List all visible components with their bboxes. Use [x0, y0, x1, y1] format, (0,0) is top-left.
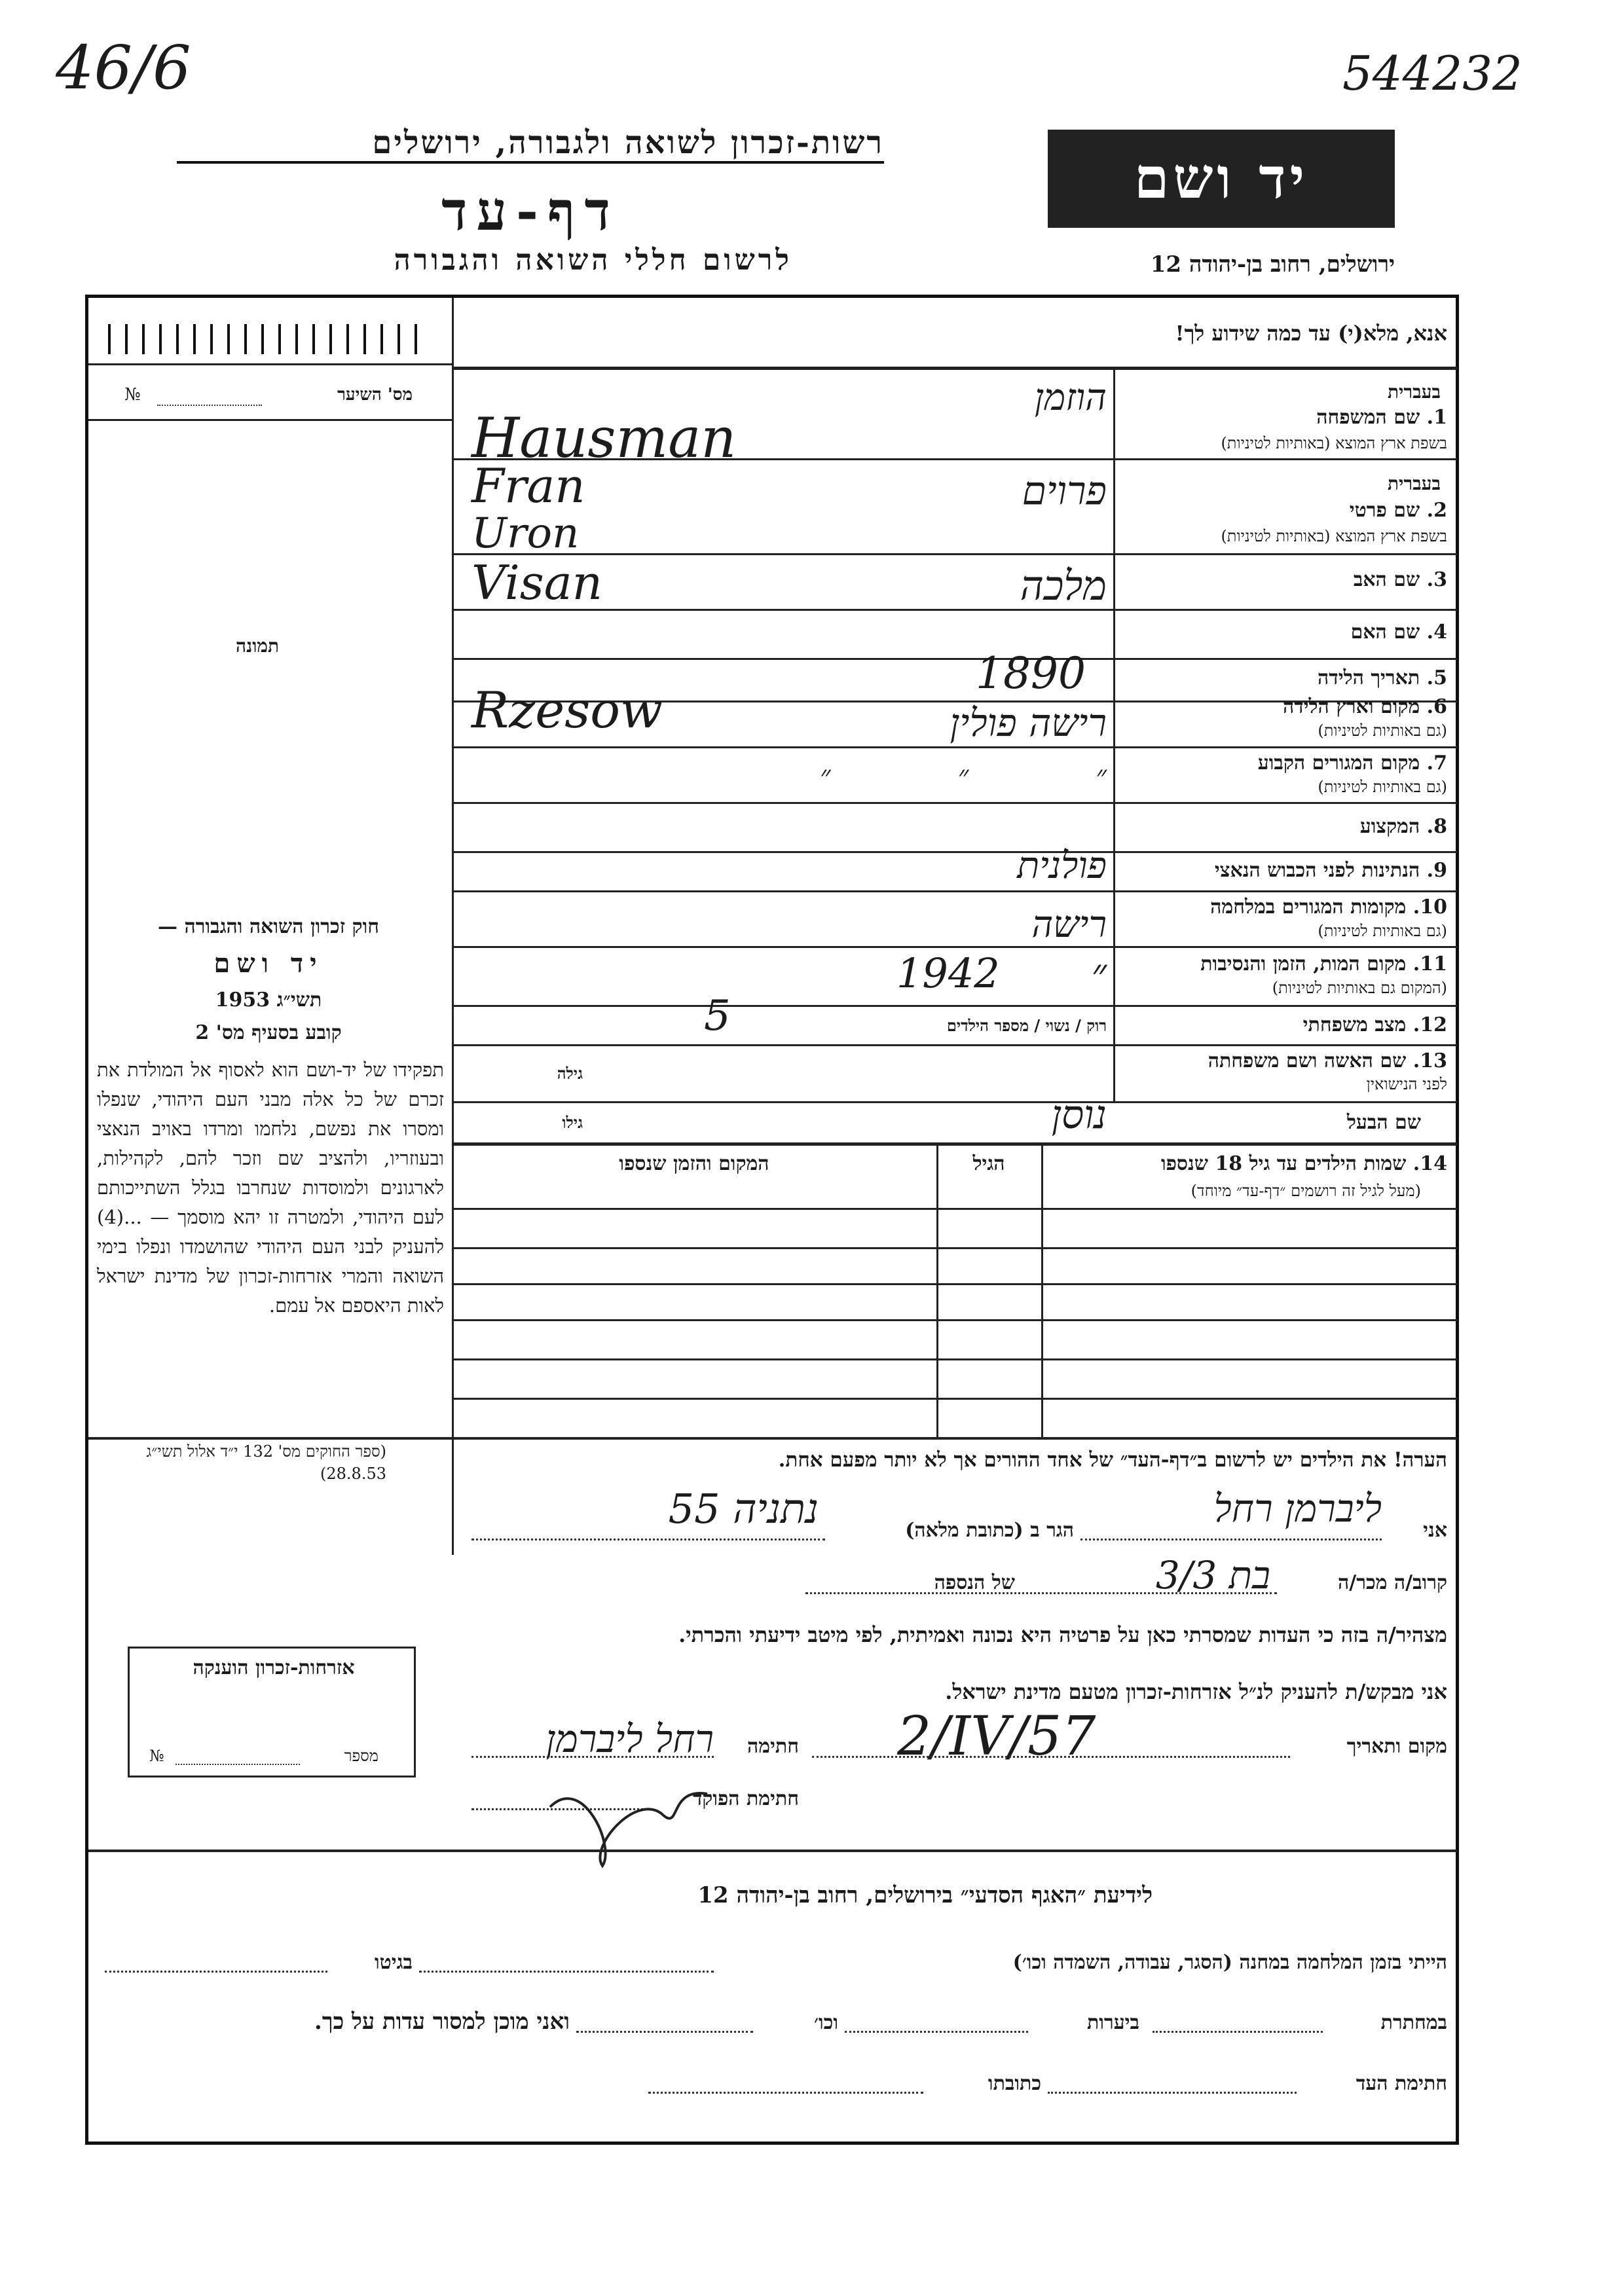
row-line — [452, 802, 1457, 804]
declarant-signature[interactable]: רחל ליברמן — [545, 1717, 714, 1761]
declarant-of-label: של הנספה — [934, 1571, 1015, 1594]
field-12-value[interactable]: 5 — [704, 992, 731, 1040]
children-text: שמות הילדים עד גיל 18 שנספו — [1160, 1152, 1407, 1175]
declarant-date-line — [812, 1756, 1290, 1758]
intro-text: אנא, מלא(י) עד כמה שידוע לך! — [1175, 321, 1447, 346]
field-10-text: מקומות המגורים במלחמה — [1210, 896, 1407, 919]
law-line-2: יד ושם — [213, 948, 323, 979]
remark-text: הערה! את הילדים יש לרשום ב״דף-העד״ של אחד ההורים אך לא יותר מפעם אחת. — [778, 1448, 1447, 1472]
field-8-num: 8. — [1426, 815, 1447, 838]
children-place-col: המקום והזמן שנספו — [619, 1152, 769, 1175]
record-divider — [88, 363, 452, 365]
field-6-value-latin[interactable]: Rzesow — [471, 681, 663, 739]
children-row-line — [452, 1247, 1457, 1249]
declarant-request: אני מבקש/ת להעניק לנ״ל אזרחות-זכרון מטעם מדינת ישראל. — [945, 1679, 1447, 1704]
row-line — [452, 890, 1457, 892]
citizenship-box — [128, 1647, 416, 1777]
declarant-place-date-label: מקום ותאריך — [1346, 1735, 1447, 1758]
field-6-hint: (גם באותיות לטיניות) — [1318, 721, 1447, 740]
field-12-options: רוק / נשוי / מספר הילדים — [946, 1016, 1107, 1035]
intro-divider — [452, 367, 1457, 370]
field-11-value[interactable]: ״ 1942 — [896, 949, 1107, 997]
corner-mark-right: 544232 — [1342, 46, 1522, 101]
children-bottom-line — [88, 1437, 1457, 1440]
field-1-text: שם המשפחה — [1316, 406, 1420, 429]
field-6-value-he[interactable]: רישה פולין — [950, 701, 1107, 745]
field-3-label — [1126, 568, 1447, 591]
record-barcode — [108, 324, 435, 357]
citizenship-number-line — [175, 1764, 300, 1765]
record-no-line — [157, 405, 262, 406]
fields-label-divider — [1113, 368, 1115, 1101]
declarant-relative-label: קרוב/ה מכר/ה — [1338, 1571, 1447, 1594]
declarant-signature-line — [471, 1756, 714, 1758]
official-signature-scrawl — [524, 1768, 733, 1872]
husband-age-label: גילו — [562, 1113, 583, 1132]
bottom-line3-a: חתימת העד — [1356, 2072, 1447, 2095]
law-paragraph: תפקידו של יד-ושם הוא לאסוף אל המולדת את זכרם של כל אלה מבני העם היהודי, שנפלו ומסרו את נפשם, נלחמו ומרדו באויב הנאצי ובעוזריו, ולהציב שם וזכר להם, לקהילות, לארגונים ולמוסדות שנחרבו בגלל השתייכותם לעם היהודי, ולמטרה זו יהא מוסמך — ...(4) להעניק לבני העם היהודי שהושמדו ונפלו בימי השואה והמרי אזרחות-זכרון של מדינת ישראל לאות היאספם אל עמם. — [97, 1059, 444, 1317]
children-label — [1054, 1152, 1447, 1175]
children-row-line — [452, 1319, 1457, 1321]
header-address: ירושלים, רחוב בן-יהודה 12 — [1150, 251, 1395, 278]
field-8-text: המקצוע — [1359, 815, 1420, 838]
field-1-hint-top: בעברית — [1387, 381, 1441, 403]
bottom-title: לידיעת ״האגף הסדעי״ בירושלים, רחוב בן-יהודה 12 — [697, 1882, 1153, 1908]
bottom-line2-c: וכו׳ — [814, 2011, 838, 2034]
declarant-relation[interactable]: בת 3/3 — [1155, 1553, 1270, 1597]
bottom-line3-b: כתובתו — [987, 2072, 1041, 2095]
field-11-num: 11. — [1412, 953, 1447, 975]
field-4-num: 4. — [1426, 621, 1447, 644]
record-no-mark: № — [124, 385, 141, 405]
field-13-label — [1120, 1049, 1447, 1072]
field-2-text: שם פרטי — [1349, 499, 1420, 522]
field-10-label — [1120, 896, 1447, 919]
bottom-line2-a: במחתרת — [1380, 2011, 1447, 2034]
field-2-value-latin[interactable]: Fran — [471, 458, 585, 513]
children-header-line — [452, 1208, 1457, 1210]
row-line — [452, 746, 1457, 748]
children-num: 14. — [1412, 1152, 1447, 1175]
bottom-line1-b: בגיטו — [374, 1951, 413, 1974]
row-line — [452, 1101, 1457, 1103]
bottom-line3-blank-2 — [648, 2092, 923, 2094]
declarant-relation-line — [805, 1592, 1277, 1594]
bottom-section-divider — [88, 1850, 1457, 1852]
field-6-num: 6. — [1426, 695, 1447, 718]
field-1-value-he[interactable]: הוזמן — [1034, 376, 1107, 419]
field-9-num: 9. — [1426, 859, 1447, 882]
field-13-hint: לפני הנישואין — [1366, 1075, 1447, 1093]
field-9-label — [1120, 859, 1447, 882]
field-11-hint: (המקום גם באותיות לטיניות) — [1272, 979, 1447, 997]
husband-value[interactable]: נוסן — [1051, 1092, 1107, 1138]
citizenship-no-mark: № — [149, 1747, 164, 1765]
bottom-line2-blank-1 — [1153, 2031, 1323, 2033]
field-7-label — [1126, 752, 1447, 774]
row-line — [452, 1142, 1457, 1146]
declarant-address[interactable]: נתניה 55 — [668, 1485, 819, 1533]
form-subtitle: לרשום חללי השואה והגבורה — [394, 244, 792, 277]
field-6-label — [1126, 695, 1447, 718]
field-7-hint: (גם באותיות לטיניות) — [1318, 778, 1447, 796]
field-3-text: שם האב — [1353, 568, 1420, 591]
field-2-label — [1126, 499, 1447, 522]
declarant-signature-label: חתימה — [747, 1735, 799, 1758]
declarant-declaration: מצהיר/ה בזה כי העדות שמסרתי כאן על פרטיה היא נכונה ואמיתית, לפי מיטב ידיעתי והכרתי. — [678, 1622, 1447, 1647]
official-signature-label: חתימת הפוקד — [692, 1787, 799, 1810]
law-line-3: תשי״ג 1953 — [215, 989, 322, 1011]
citizenship-number-label: מספר — [344, 1747, 378, 1765]
children-row-line — [452, 1358, 1457, 1360]
field-5-text: תאריך הלידה — [1318, 666, 1420, 689]
field-4-value-he[interactable]: מלכה — [1020, 562, 1107, 610]
field-10-num: 10. — [1412, 896, 1447, 919]
field-7-text: מקום המגורים הקבוע — [1257, 752, 1420, 774]
field-4-value-latin[interactable]: Visan — [471, 555, 603, 610]
field-2-num: 2. — [1426, 499, 1447, 522]
law-line-4: קובע בסעיף מס' 2 — [195, 1021, 342, 1044]
field-1-num: 1. — [1426, 406, 1447, 429]
citizenship-title: אזרחות-זכרון הוענקה — [193, 1656, 355, 1679]
field-12-text: מצב משפחתי — [1302, 1013, 1407, 1036]
declarant-address-line — [471, 1539, 825, 1540]
field-7-num: 7. — [1426, 752, 1447, 774]
bottom-line1-blank-2 — [105, 1971, 327, 1973]
husband-label: שם הבעל — [1346, 1111, 1421, 1134]
row-line — [452, 658, 1457, 660]
field-7-value-he[interactable]: ״ ״ ״ — [819, 759, 1107, 793]
field-2-hint: בשפת ארץ המוצא (באותיות לטיניות) — [1221, 527, 1447, 545]
field-12-label — [1120, 1013, 1447, 1036]
declarant-date[interactable]: 2/IV/57 — [897, 1705, 1096, 1768]
field-11-text: מקום המות, הזמן והנסיבות — [1200, 953, 1407, 975]
bottom-line2-blank-3 — [576, 2031, 753, 2033]
children-hint: (מעל לגיל זה רושמים ״דף-עד״ מיוחד) — [1190, 1182, 1421, 1200]
field-6-text: מקום וארץ הלידה — [1282, 695, 1420, 718]
field-13-text: שם האשה ושם משפחתה — [1208, 1049, 1407, 1072]
bottom-line3-blank-1 — [1048, 2092, 1297, 2094]
field-11-label — [1120, 953, 1447, 975]
row-line — [452, 1005, 1457, 1007]
field-5-num: 5. — [1426, 666, 1447, 689]
field-3-value-latin[interactable]: Uron — [471, 509, 580, 558]
bottom-line1-blank — [419, 1971, 714, 1973]
declarant-i-label: אני — [1423, 1519, 1447, 1542]
declarant-name-line — [1080, 1539, 1382, 1540]
record-no-label: מס' השיער — [337, 385, 413, 405]
row-line — [452, 1044, 1457, 1046]
yad-vashem-logo: יד ושם — [1048, 130, 1395, 228]
field-3-num: 3. — [1426, 568, 1447, 591]
bottom-line2-b: ביערות — [1086, 2011, 1139, 2034]
bottom-line1-a: הייתי בזמן המלחמה במחנה (הסגר, עבודה, השמדה וכו׳) — [1012, 1951, 1447, 1974]
field-5-label — [1126, 666, 1447, 689]
field-10-hint: (גם באותיות לטיניות) — [1318, 922, 1447, 940]
law-line-1: חוק זכרון השואה והגבורה — — [158, 915, 379, 938]
row-line — [452, 553, 1457, 555]
bottom-line2-d: ואני מוכן למסור עדות על כך. — [314, 2009, 570, 2035]
field-1-label — [1126, 406, 1447, 429]
children-age-col: הגיל — [972, 1152, 1005, 1175]
row-line — [452, 946, 1457, 948]
children-divider-2 — [936, 1142, 938, 1437]
left-column-divider — [452, 298, 454, 1555]
field-2-value-he[interactable]: פרוים — [1022, 468, 1107, 514]
law-source: (ספר החוקים מס' 132 י״ד אלול תשי״ג 28.8.53) — [146, 1442, 386, 1483]
row-line — [452, 609, 1457, 611]
field-4-text: שם האם — [1350, 621, 1420, 644]
field-1-hint: בשפת ארץ המוצא (באותיות לטיניות) — [1221, 434, 1447, 452]
bottom-line2-blank-2 — [845, 2031, 1028, 2033]
children-divider-1 — [1041, 1142, 1043, 1437]
declarant-name[interactable]: ליברמן רחל — [1213, 1486, 1382, 1531]
field-9-value[interactable]: פולנית — [1017, 845, 1107, 887]
declarant-residing-label: הגר ב (כתובת מלאה) — [905, 1519, 1074, 1542]
photo-label: תמונה — [236, 635, 280, 657]
form-title: דף-עד — [441, 180, 619, 243]
photo-top-line — [88, 419, 452, 421]
field-1-value-latin[interactable]: Hausman — [471, 406, 737, 470]
children-row-line — [452, 1283, 1457, 1285]
field-13-age-label: גילה — [557, 1064, 583, 1083]
authority-name: רשות-זכרון לשואה ולגבורה, ירושלים — [177, 124, 884, 164]
field-2-hint-top: בעברית — [1387, 473, 1441, 494]
field-4-label — [1126, 621, 1447, 644]
field-5-value[interactable]: 1890 — [976, 648, 1086, 699]
corner-mark-left: 46/6 — [56, 33, 191, 103]
field-13-num: 13. — [1412, 1049, 1447, 1072]
children-row-line — [452, 1398, 1457, 1400]
field-8-label — [1126, 815, 1447, 838]
field-9-text: הנתינות לפני הכבוש הנאצי — [1214, 859, 1420, 882]
field-12-num: 12. — [1412, 1013, 1447, 1036]
field-10-value[interactable]: רישה — [1031, 903, 1107, 946]
